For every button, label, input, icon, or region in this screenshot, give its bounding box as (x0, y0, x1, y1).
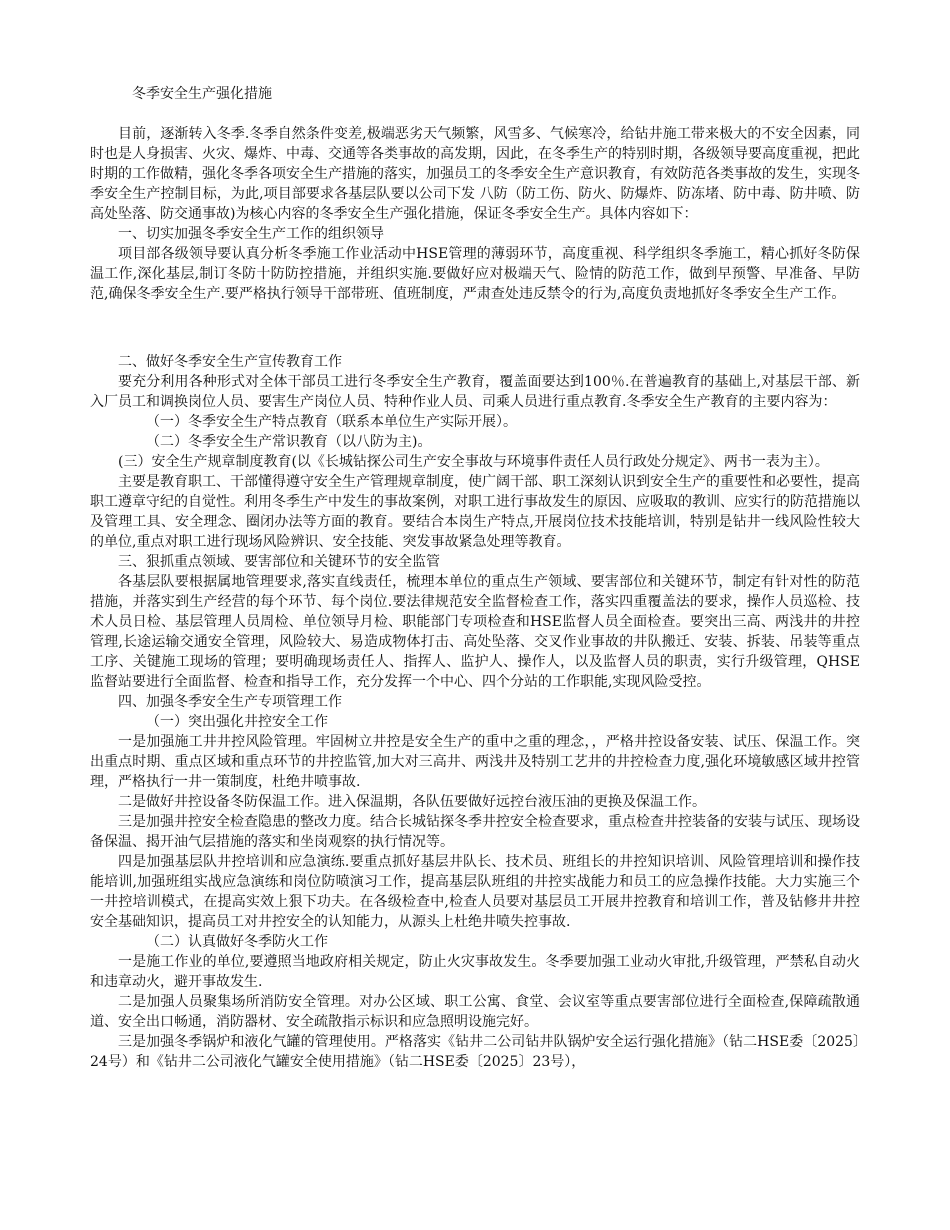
section-2-body-2: 主要是教育职工、干部懂得遵守安全生产管理规章制度，使广阔干部、职工深刻认识到安全生产的重要性和必要性，提高职工遵章守纪的自觉性。利用冬季生产中发生的事故案例，对职工进行事故发生的原因、应吸取的教训、应实行的防范措施以及管理工具、安全理念、圈闭办法等方面的教育。要结合本岗生产特点,开展岗位技术技能培训，特别是钻井一线风险性较大的单位,重点对职工进行现场风险辨识、安全技能、突发事故紧急处理等教育。 (90, 474, 860, 550)
section-3-heading: 三、狠抓重点领域、要害部位和关键环节的安全监管 (118, 554, 440, 570)
section-4-paragraph-1: 一是加强施工井井控风险管理。牢固树立井控是安全生产的重中之重的理念，，严格井控设备安装、试压、保温工作。突出重点时期、重点区域和重点环节的井控监管,加大对三高井、两浅井及特别工艺井的井控检查力度,强化环境敏感区域井控管理，严格执行一井一策制度，杜绝井喷事故. (90, 734, 860, 790)
section-2-item-3: (三）安全生产规章制度教育(以《长城钻探公司生产安全事故与环境事件责任人员行政处分规定》、两书一表为主）。 (118, 454, 829, 470)
section-2-item-1: （一）冬季安全生产特点教育（联系本单位生产实际开展）。 (146, 414, 517, 430)
section-4-fire-paragraph-1: 一是施工作业的单位,要遵照当地政府相关规定，防止火灾事故发生。冬季要加强工业动火审批,升级管理，严禁私自动火和违章动火，避开事故发生. (90, 954, 860, 990)
document-title: 冬季安全生产强化措施 (132, 86, 272, 102)
section-3-body: 各基层队要根据属地管理要求,落实直线责任，梳理本单位的重点生产领域、要害部位和关键环节，制定有针对性的防范措施，并落实到生产经营的每个环节、每个岗位.要法律规范安全监督检查工作，落实四重覆盖法的要求，操作人员巡检、技术人员日检、基层管理人员周检、单位领导月检、职能部门专项检查和HSE监督人员全面检查。要突出三高、两浅井的井控管理,长途运输交通安全管理，风险较大、易造成物体打击、高处坠落、交叉作业事故的井队搬迁、安装、拆装、吊装等重点工序、关键施工现场的管理；要明确现场责任人、指挥人、监护人、操作人，以及监督人员的职责，实行升级管理，QHSE监督站要进行全面监督、检查和指导工作，充分发挥一个中心、四个分站的工作职能,实现风险受控。 (90, 574, 860, 690)
section-4-subheading-1: （一）突出强化井控安全工作 (146, 714, 328, 730)
section-1-body: 项目部各级领导要认真分析冬季施工作业活动中HSE管理的薄弱环节，高度重视、科学组织冬季施工，精心抓好冬防保温工作,深化基层,制订冬防十防防控措施，并组织实施.要做好应对极端天气、险情的防范工作，做到早预警、早准备、早防范,确保冬季安全生产.要严格执行领导干部带班、值班制度，严肃查处违反禁令的行为,高度负责地抓好冬季安全生产工作。 (90, 246, 860, 302)
section-4-heading: 四、加强冬季安全生产专项管理工作 (118, 694, 342, 710)
section-2-item-2: （二）冬季安全生产常识教育（以八防为主)。 (146, 434, 432, 450)
section-4-paragraph-2: 二是做好井控设备冬防保温工作。进入保温期，各队伍要做好远控台液压油的更换及保温工作。 (118, 794, 706, 810)
section-1-heading: 一、切实加强冬季安全生产工作的组织领导 (118, 226, 384, 242)
intro-paragraph: 目前，逐渐转入冬季.冬季自然条件变差,极端恶劣天气频繁，风雪多、气候寒冷，给钻井施工带来极大的不安全因素，同时也是人身损害、火灾、爆炸、中毒、交通等各类事故的高发期，因此，在冬季生产的特别时期，各级领导要高度重视，把此时期的工作做精，强化冬季各项安全生产措施的落实，加强员工的冬季安全生产意识教育，有效防范各类事故的发生，实现冬季安全生产控制目标，为此,项目部要求各基层队要以公司下发 八防（防工伤、防火、防爆炸、防冻堵、防中毒、防井喷、防高处坠落、防交通事故)为核心内容的冬季安全生产强化措施，保证冬季安全生产。具体内容如下： (90, 126, 860, 222)
section-2-heading: 二、做好冬季安全生产宣传教育工作 (118, 354, 342, 370)
section-4-fire-paragraph-2: 二是加强人员聚集场所消防安全管理。对办公区域、职工公寓、食堂、会议室等重点要害部位进行全面检查,保障疏散通道、安全出口畅通，消防器材、安全疏散指示标识和应急照明设施完好。 (90, 994, 860, 1030)
section-4-fire-paragraph-3: 三是加强冬季锅炉和液化气罐的管理使用。严格落实《钻井二公司钻井队锅炉安全运行强化措施》（钻二HSE委〔2025〕24号）和《钻井二公司液化气罐安全使用措施》（钻二HSE委〔2025〕23号）， (90, 1034, 860, 1070)
section-4-paragraph-4: 四是加强基层队井控培训和应急演练.要重点抓好基层井队长、技术员、班组长的井控知识培训、风险管理培训和操作技能培训,加强班组实战应急演练和岗位防喷演习工作，提高基层队班组的井控实战能力和员工的应急操作技能。大力实施三个一井控培训模式，在提高实效上狠下功夫。在各级检查中,检查人员要对基层员工开展井控教育和培训工作，普及钻修井井控安全基础知识，提高员工对井控安全的认知能力，从源头上杜绝井喷失控事故. (90, 854, 860, 930)
section-4-subheading-2: （二）认真做好冬季防火工作 (146, 934, 328, 950)
section-2-body: 要充分利用各种形式对全体干部员工进行冬季安全生产教育，覆盖面要达到100％.在普遍教育的基础上,对基层干部、新入厂员工和调换岗位人员、要害生产岗位人员、特种作业人员、司乘人员进行重点教育.冬季安全生产教育的主要内容为： (90, 374, 860, 410)
section-4-paragraph-3: 三是加强井控安全检查隐患的整改力度。结合长城钻探冬季井控安全检查要求，重点检查井控装备的安装与试压、现场设备保温、揭开油气层措施的落实和坐岗观察的执行情况等。 (90, 814, 860, 850)
spacer (90, 304, 860, 352)
